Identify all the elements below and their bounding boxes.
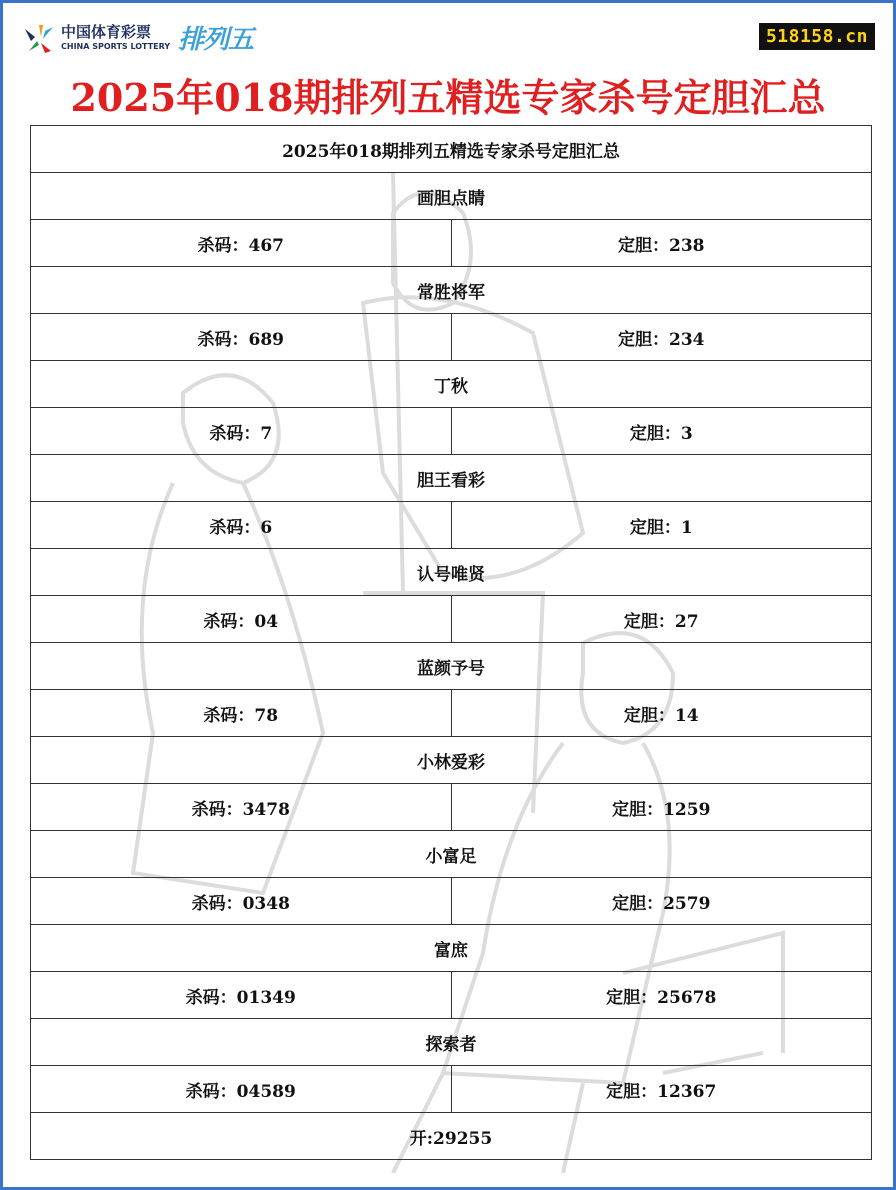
kill-numbers: 杀码：0348 xyxy=(31,878,452,925)
expert-name: 胆王看彩 xyxy=(31,455,872,502)
fixed-numbers: 定胆：1259 xyxy=(451,784,872,831)
logo-chinese-text: 中国体育彩票 xyxy=(61,22,152,41)
table-row xyxy=(31,408,872,455)
lottery-star-icon xyxy=(21,21,55,55)
fixed-numbers: 定胆：25678 xyxy=(451,972,872,1019)
expert-name: 小林爱彩 xyxy=(31,737,872,784)
table-row xyxy=(31,549,872,596)
fixed-numbers: 定胆：14 xyxy=(451,690,872,737)
fixed-numbers: 定胆：3 xyxy=(451,408,872,455)
expert-name: 认号唯贤 xyxy=(31,549,872,596)
kill-numbers: 杀码：7 xyxy=(31,408,452,455)
table-row xyxy=(31,737,872,784)
table-heading: 2025年018期排列五精选专家杀号定胆汇总 xyxy=(31,126,872,173)
table-row xyxy=(31,925,872,972)
table-row xyxy=(31,1113,872,1160)
lottery-logo xyxy=(21,19,253,56)
kill-numbers: 杀码：04 xyxy=(31,596,452,643)
expert-name: 常胜将军 xyxy=(31,267,872,314)
table-row xyxy=(31,878,872,925)
table-row xyxy=(31,1019,872,1066)
draw-result: 开:29255 xyxy=(31,1113,872,1160)
table-row xyxy=(31,643,872,690)
expert-name: 画胆点睛 xyxy=(31,173,872,220)
fixed-numbers: 定胆：1 xyxy=(451,502,872,549)
table-row xyxy=(31,596,872,643)
table-row xyxy=(31,455,872,502)
table-row xyxy=(31,220,872,267)
table-row xyxy=(31,1066,872,1113)
fixed-numbers: 定胆：238 xyxy=(451,220,872,267)
table-row xyxy=(31,314,872,361)
table-row xyxy=(31,173,872,220)
table-row xyxy=(31,784,872,831)
table-row xyxy=(31,690,872,737)
table-row xyxy=(31,126,872,173)
expert-name: 蓝颜予号 xyxy=(31,643,872,690)
table-row xyxy=(31,972,872,1019)
fixed-numbers: 定胆：27 xyxy=(451,596,872,643)
kill-numbers: 杀码：78 xyxy=(31,690,452,737)
logo-brand-text: 排列五 xyxy=(178,25,254,55)
table-row xyxy=(31,831,872,878)
kill-numbers: 杀码：3478 xyxy=(31,784,452,831)
fixed-numbers: 定胆：12367 xyxy=(451,1066,872,1113)
kill-numbers: 杀码：467 xyxy=(31,220,452,267)
expert-name: 小富足 xyxy=(31,831,872,878)
fixed-numbers: 定胆：2579 xyxy=(451,878,872,925)
fixed-numbers: 定胆：234 xyxy=(451,314,872,361)
table-row xyxy=(31,361,872,408)
kill-numbers: 杀码：01349 xyxy=(31,972,452,1019)
expert-name: 探索者 xyxy=(31,1019,872,1066)
site-badge: 518158.cn xyxy=(759,23,875,50)
logo-english-text: CHINA SPORTS LOTTERY xyxy=(61,41,171,51)
kill-numbers: 杀码：689 xyxy=(31,314,452,361)
expert-name: 丁秋 xyxy=(31,361,872,408)
table-row xyxy=(31,267,872,314)
kill-numbers: 杀码：6 xyxy=(31,502,452,549)
kill-numbers: 杀码：04589 xyxy=(31,1066,452,1113)
expert-summary-table xyxy=(30,125,872,1160)
table-row xyxy=(31,502,872,549)
page-title: 2025年018期排列五精选专家杀号定胆汇总 xyxy=(70,75,826,120)
expert-name: 富庶 xyxy=(31,925,872,972)
